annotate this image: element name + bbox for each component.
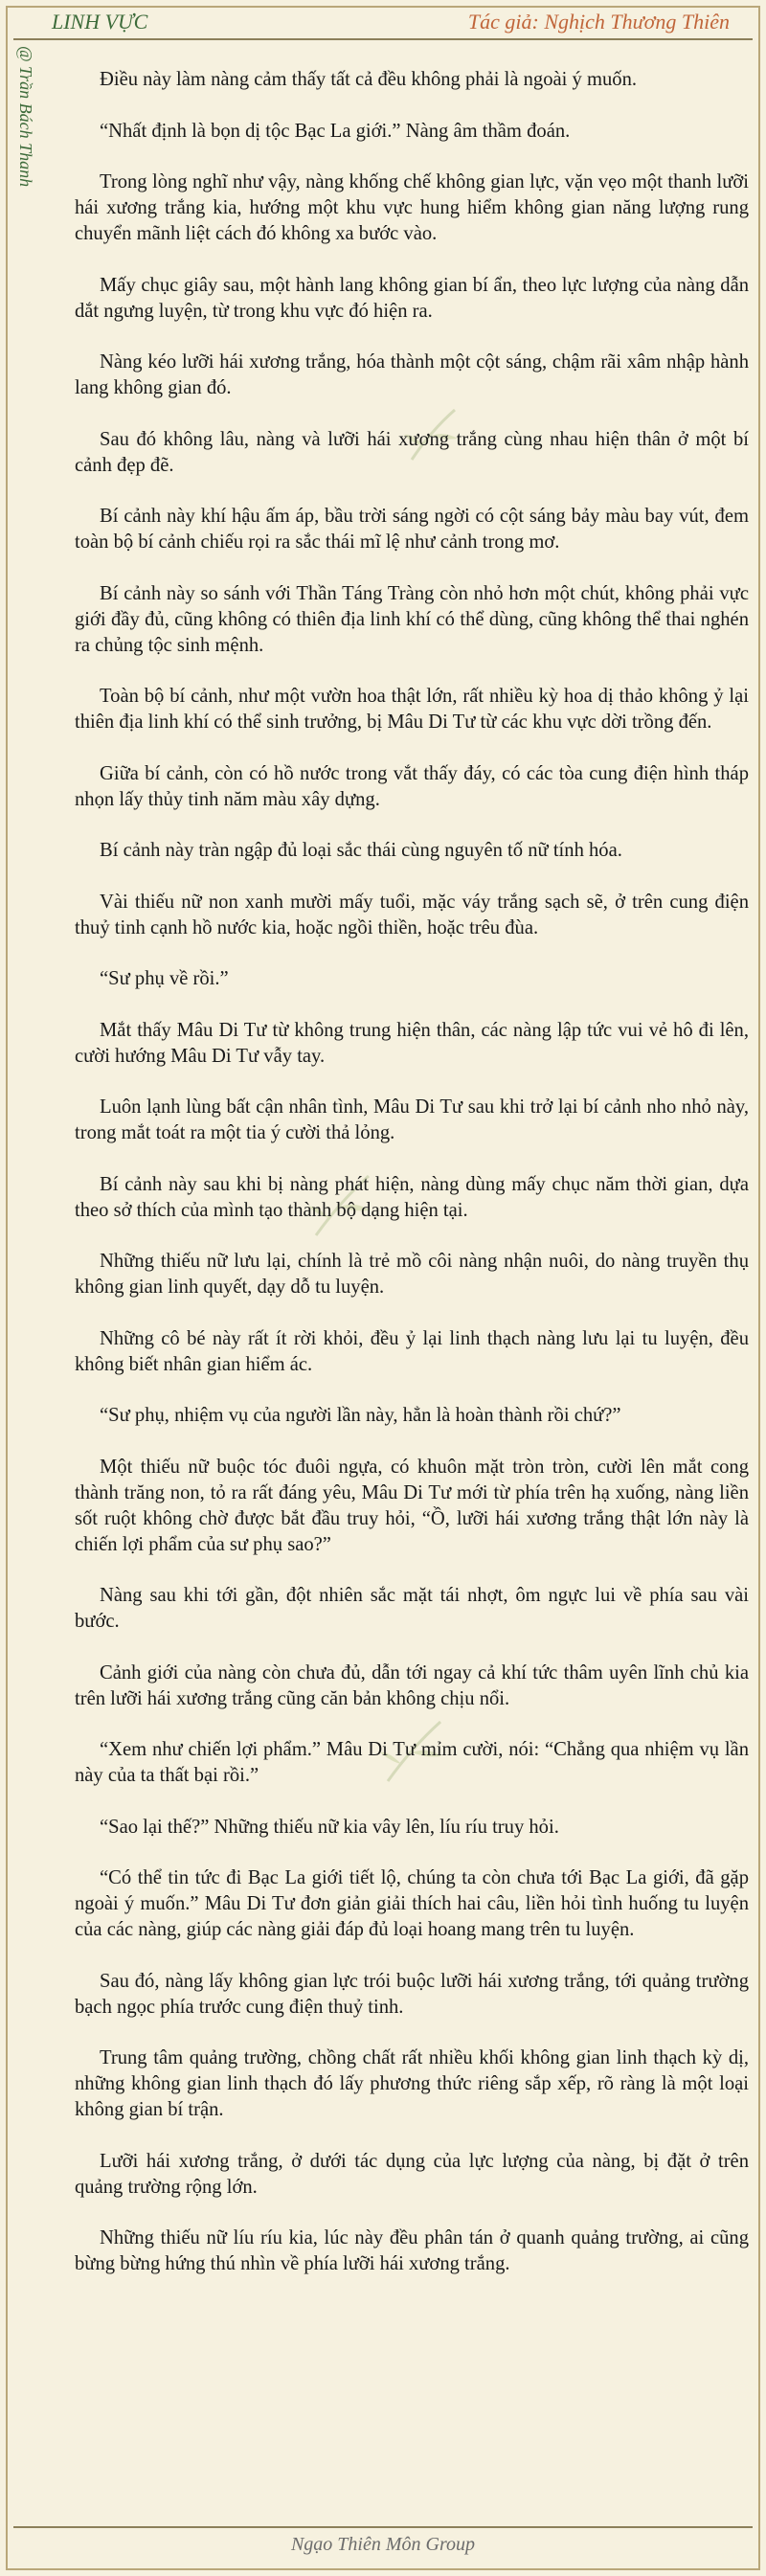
paragraph: Một thiếu nữ buộc tóc đuôi ngựa, có khuôn mặt tròn tròn, cười lên mắt cong thành trăng non, tỏ ra rất đáng yêu, Mâu Di Tư mới từ phía trên hạ xuống, nàng liền sốt ruột không chờ được bắt đầu truy hỏi, “Ồ, lưỡi hái xương trắng thật lớn này là chiến lợi phẩm của sư phụ sao?”: [75, 1456, 749, 1555]
paragraph: Bí cảnh này sau khi bị nàng phát hiện, nàng dùng mấy chục năm thời gian, dựa theo sở thích của mình tạo thành bộ dạng hiện tại.: [75, 1173, 749, 1221]
book-title: LINH VỰC: [52, 10, 148, 34]
paragraph: Bí cảnh này so sánh với Thần Táng Tràng còn nhỏ hơn một chút, không phải vực giới đầy đủ, cũng không có thiên địa linh khí có thể dùng, cũng không thể thai nghén ra chủng tộc sinh mệnh.: [75, 582, 749, 656]
paragraph: Bí cảnh này khí hậu ấm áp, bầu trời sáng ngời có cột sáng bảy màu bay vút, đem toàn bộ bí cảnh chiếu rọi ra sắc thái mĩ lệ như cảnh trong mơ.: [75, 506, 749, 553]
footer-group-name: Ngạo Thiên Môn Group: [290, 2534, 476, 2555]
paragraph: Mắt thấy Mâu Di Tư từ không trung hiện thân, các nàng lập tức vui vẻ hô đi lên, cười hướng Mâu Di Tư vẫy tay.: [75, 1019, 749, 1067]
paragraph: “Sao lại thế?” Những thiếu nữ kia vây lên, líu ríu truy hỏi.: [100, 1816, 559, 1838]
side-credit: [11, 46, 42, 276]
paragraph: Trung tâm quảng trường, chồng chất rất nhiều khối không gian linh thạch kỳ dị, những không gian linh thạch đó lấy phương thức riêng sắp xếp, rõ ràng là một loại không gian bí trận.: [75, 2047, 749, 2120]
paragraph: Cảnh giới của nàng còn chưa đủ, dẫn tới ngay cả khí tức thâm uyên lĩnh chủ kia trên lưỡi hái xương trắng cũng căn bản không chịu nổi.: [75, 1661, 749, 1709]
paragraph: “Sư phụ, nhiệm vụ của người lần này, hẳn là hoàn thành rồi chứ?”: [100, 1405, 621, 1426]
paragraph: Nàng sau khi tới gần, đột nhiên sắc mặt tái nhợt, ôm ngực lui về phía sau vài bước.: [75, 1585, 749, 1632]
paragraph: “Xem như chiến lợi phẩm.” Mâu Di Tư mỉm cười, nói: “Chẳng qua nhiệm vụ lần này của ta thất bại rồi.”: [75, 1739, 749, 1786]
paragraph: “Nhất định là bọn dị tộc Bạc La giới.” Nàng âm thầm đoán.: [100, 120, 571, 142]
paragraph: Lưỡi hái xương trắng, ở dưới tác dụng của lực lượng của nàng, bị đặt ở trên quảng trường rộng lớn.: [75, 2150, 749, 2198]
page-footer: [13, 2526, 753, 2561]
paragraph: Giữa bí cảnh, còn có hồ nước trong vắt thấy đáy, có các tòa cung điện hình tháp nhọn lấy thủy tinh năm màu xây dựng.: [75, 762, 749, 810]
paragraph: “Có thể tin tức đi Bạc La giới tiết lộ, chúng ta còn chưa tới Bạc La giới, đã gặp ngoài ý muốn.” Mâu Di Tư đơn giản giải thích hai câu, liền hỏi tình huống tu luyện của các nàng, giúp các nàng giải đáp đủ loại hoang mang trên tu luyện.: [75, 1867, 749, 1940]
author-credit: Tác giả: Nghịch Thương Thiên: [467, 10, 730, 34]
paragraph: Điều này làm nàng cảm thấy tất cả đều không phải là ngoài ý muốn.: [100, 69, 638, 90]
paragraph: Mấy chục giây sau, một hành lang không gian bí ẩn, theo lực lượng của nàng dẫn dắt ngưng luyện, từ trong khu vực đó hiện ra.: [75, 274, 749, 322]
paragraph: Trong lòng nghĩ như vậy, nàng khống chế không gian lực, vặn vẹo một thanh lưỡi hái xương trắng kia, hướng một khu vực hung hiểm không gian năng lượng rung chuyển mãnh liệt cách đó không xa bước vào.: [75, 171, 749, 244]
paragraph: Toàn bộ bí cảnh, như một vườn hoa thật lớn, rất nhiều kỳ hoa dị thảo không ỷ lại thiên địa linh khí có thể sinh trưởng, bị Mâu Di Tư từ các khu vực dời trồng đến.: [75, 686, 749, 733]
paragraph: Sau đó không lâu, nàng và lưỡi hái xương trắng cùng nhau hiện thân ở một bí cảnh đẹp đẽ.: [75, 428, 749, 476]
paragraph: Sau đó, nàng lấy không gian lực trói buộc lưỡi hái xương trắng, tới quảng trường bạch ngọc phía trước cung điện thuỷ tinh.: [75, 1970, 749, 2018]
page-header: [13, 8, 753, 40]
paragraph: Vài thiếu nữ non xanh mười mấy tuổi, mặc váy trắng sạch sẽ, ở trên cung điện thuỷ tinh cạnh hồ nước kia, hoặc ngồi thiền, hoặc trêu đùa.: [75, 891, 749, 938]
paragraph: Những thiếu nữ líu ríu kia, lúc này đều phân tán ở quanh quảng trường, ai cũng bừng bừng hứng thú nhìn về phía lưỡi hái xương trắng.: [75, 2227, 749, 2274]
paragraph: Bí cảnh này tràn ngập đủ loại sắc thái cùng nguyên tố nữ tính hóa.: [100, 840, 622, 861]
paragraph: Những cô bé này rất ít rời khỏi, đều ỷ lại linh thạch nàng lưu lại tu luyện, đều không biết nhân gian hiểm ác.: [75, 1327, 749, 1375]
paragraph: “Sư phụ về rồi.”: [100, 968, 229, 989]
side-credit-text: @ Trần Bách Thanh: [16, 46, 35, 188]
chapter-text: [75, 67, 749, 2303]
paragraph: Nàng kéo lưỡi hái xương trắng, hóa thành một cột sáng, chậm rãi xâm nhập hành lang không gian đó.: [75, 351, 749, 398]
paragraph: Luôn lạnh lùng bất cận nhân tình, Mâu Di Tư sau khi trở lại bí cảnh nho nhỏ này, trong mắt toát ra một tia ý cười thả lỏng.: [75, 1096, 749, 1143]
paragraph: Những thiếu nữ lưu lại, chính là trẻ mồ côi nàng nhận nuôi, do nàng truyền thụ không gian linh quyết, dạy dỗ tu luyện.: [75, 1251, 749, 1298]
